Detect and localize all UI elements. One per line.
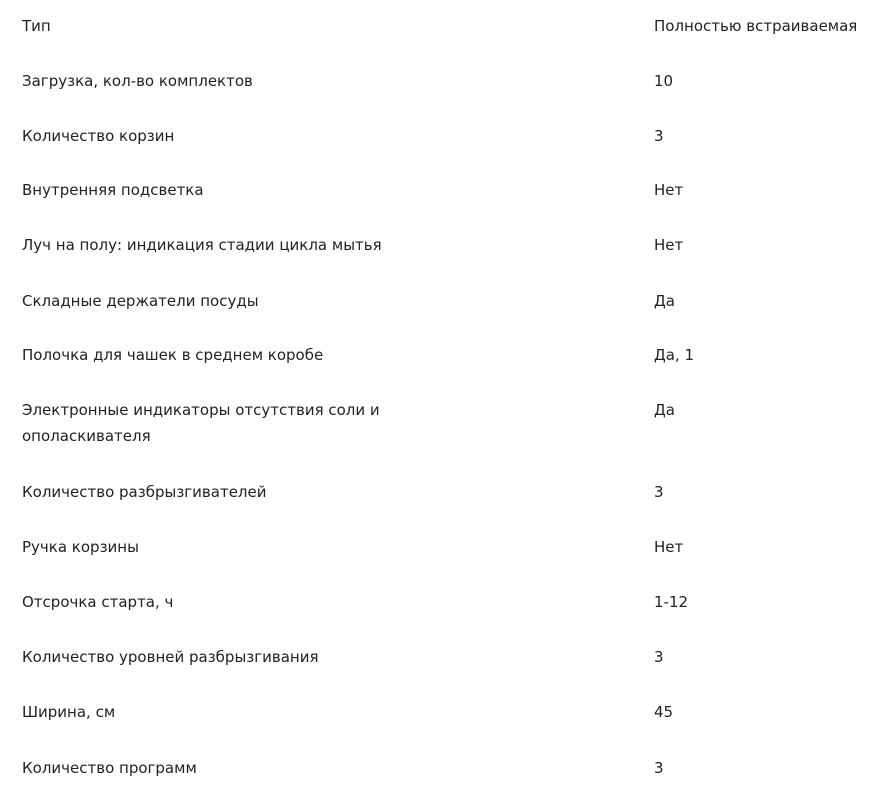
spec-label: Количество разбрызгивателей [22,483,267,501]
spec-value: Нет [654,181,684,199]
spec-label: Загрузка, кол-во комплектов [22,72,253,90]
spec-label: Полочка для чашек в среднем коробе [22,346,324,364]
spec-label: Электронные индикаторы отсутствия соли и ополаскивателя [22,401,380,445]
spec-label: Количество уровней разбрызгивания [22,648,319,666]
spec-value: 10 [654,72,674,90]
spec-value: 3 [654,127,664,145]
spec-label: Отсрочка старта, ч [22,593,174,611]
spec-value: Нет [654,236,684,254]
spec-value: 1-12 [654,593,689,611]
spec-label: Ручка корзины [22,538,139,556]
spec-label: Ширина, см [22,703,116,721]
spec-value: Да [654,292,675,310]
spec-value: Нет [654,538,684,556]
spec-label: Количество программ [22,759,197,777]
spec-label: Внутренняя подсветка [22,181,204,199]
spec-value: 3 [654,483,664,501]
spec-label: Тип [22,17,51,35]
spec-value: Полностью встраиваемая [654,17,858,35]
spec-label: Складные держатели посуды [22,292,259,310]
spec-value: Да, 1 [654,346,694,364]
spec-label: Количество корзин [22,127,175,145]
spec-label: Луч на полу: индикация стадии цикла мытья [22,236,382,254]
spec-value: Да [654,401,675,419]
spec-value: 3 [654,759,664,777]
spec-value: 45 [654,703,674,721]
spec-value: 3 [654,648,664,666]
